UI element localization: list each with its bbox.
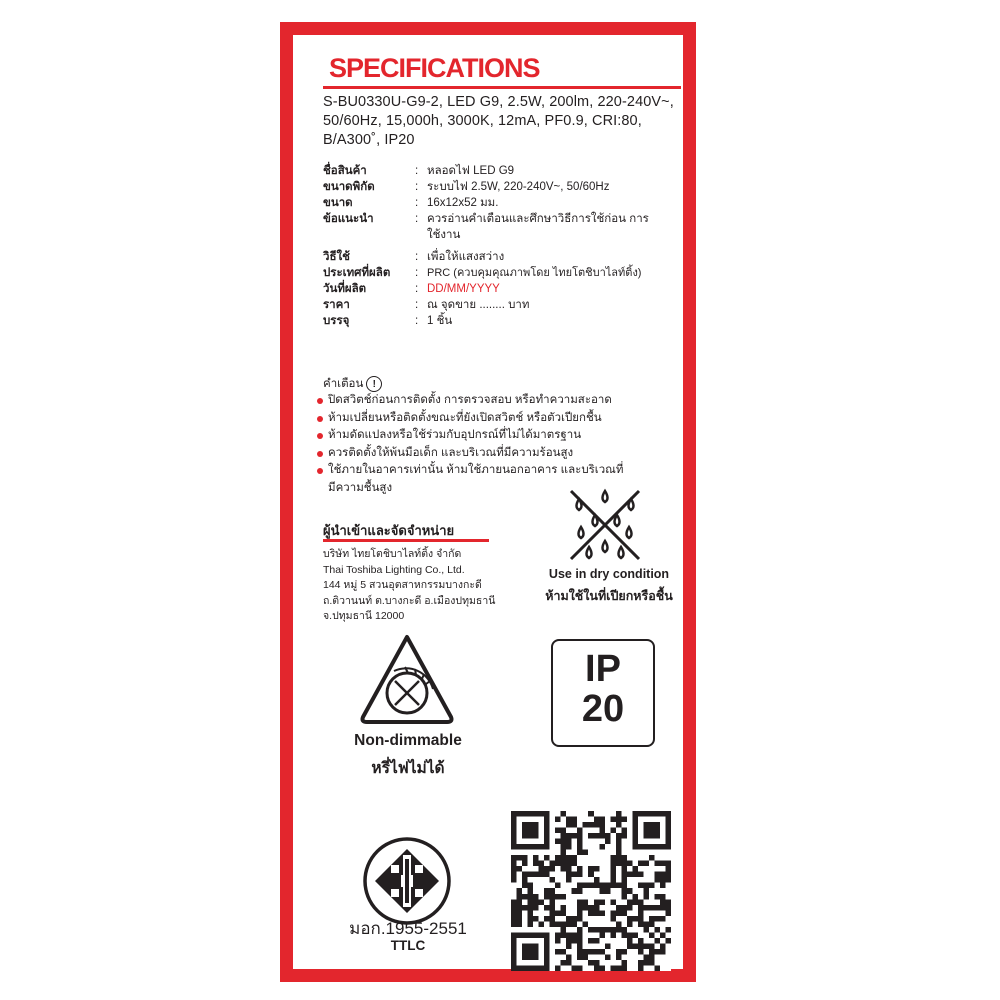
spec-row: วิธีใช้ : เพื่อให้แสงสว่าง (323, 249, 703, 265)
spec-label: ชื่อสินค้า (323, 165, 367, 177)
spec-row: ราคา : ณ จุดขาย ........ บาท (323, 297, 703, 313)
non-dimmable-icon (357, 631, 457, 726)
ip20-badge (551, 639, 655, 747)
warnings-heading: คำเตือน ! (323, 375, 382, 393)
dry-condition-text-thai: ห้ามใช้ในที่เปียกหรือชื้น (545, 589, 673, 603)
dry-condition-text: Use in dry condition (548, 567, 670, 581)
spec-row: ชื่อสินค้า : หลอดไฟ LED G9 (323, 163, 703, 179)
spec-title: SPECIFICATIONS (329, 53, 540, 83)
spec-value: ระบบไฟ 2.5W, 220-240V~, 50/60Hz (427, 181, 610, 193)
spec-label: ขนาดพิกัด (323, 181, 375, 193)
model-spec-line: S-BU0330U-G9-2, LED G9, 2.5W, 200lm, 220-240V~, 50/60Hz, 15,000h, 3000K, 12mA, PF0.9, CRI:80, B/A300˚, IP20 (323, 94, 674, 148)
no-water-drops-icon (565, 485, 645, 565)
importer-address: บริษัท ไทยโตชิบาไลท์ติ้ง จำกัด Thai Toshiba Lighting Co., Ltd. 144 หมู่ 5 สวนอุตสาหกรรมบางกะดี ถ.ติวานนท์ ต.บางกะดี อ.เมืองปทุมธานี จ.ปทุมธานี 12000 (323, 548, 496, 622)
tis-standard-number: มอก.1955-2551 (349, 919, 467, 938)
spec-label: ขนาด (323, 197, 353, 209)
testing-lab-label: TTLC (390, 938, 426, 953)
exclamation-icon: ! (366, 376, 382, 392)
spec-label: ประเทศที่ผลิต (323, 267, 391, 279)
spec-value: ณ จุดขาย ........ บาท (427, 299, 530, 311)
bullet-icon (317, 416, 323, 422)
bullet-icon (317, 468, 323, 474)
spec-value: 16x12x52 มม. (427, 197, 499, 209)
spec-label: ข้อแนะนำ (323, 213, 374, 225)
bullet-icon (317, 433, 323, 439)
bullet-icon (317, 398, 323, 404)
qr-code-icon (511, 811, 671, 971)
spec-value: 1 ชิ้น (427, 315, 453, 327)
spec-label: บรรจุ (323, 315, 350, 327)
non-dimmable-text-thai: หรี่ไฟไม่ได้ (371, 760, 445, 777)
spec-table (323, 163, 703, 329)
spec-row: ขนาดพิกัด : ระบบไฟ 2.5W, 220-240V~, 50/60Hz (323, 179, 703, 195)
non-dimmable-text: Non-dimmable (354, 732, 462, 749)
importer-heading: ผู้นำเข้าและจัดจำหน่าย (323, 523, 455, 538)
spec-label-panel (280, 22, 696, 982)
spec-label: วันที่ผลิต (323, 283, 367, 295)
manufacture-date-value: DD/MM/YYYY (427, 283, 500, 295)
spec-value: PRC (ควบคุมคุณภาพโดย ไทยโตชิบาไลท์ติ้ง) (427, 267, 642, 279)
warning-item: ควรติดตั้งให้พ้นมือเด็ก และบริเวณที่มีความร้อนสูง (317, 445, 697, 463)
spec-value: เพื่อให้แสงสว่าง (427, 251, 505, 263)
spec-row: ข้อแนะนำ : ควรอ่านคำเตือนและศึกษาวิธีการใช้ก่อน การใช้งาน (323, 211, 703, 243)
spec-value: หลอดไฟ LED G9 (427, 165, 515, 177)
warning-item: ห้ามดัดแปลงหรือใช้ร่วมกับอุปกรณ์ที่ไม่ได้มาตรฐาน (317, 427, 697, 445)
bullet-icon (317, 451, 323, 457)
spec-row: วันที่ผลิต : DD/MM/YYYY (323, 281, 703, 297)
warning-item: ปิดสวิตช์ก่อนการติดตั้ง การตรวจสอบ หรือทำความสะอาด (317, 392, 697, 410)
spec-value: ควรอ่านคำเตือนและศึกษาวิธีการใช้ก่อน การใช้งาน (427, 213, 649, 241)
ip-number: 20 (581, 688, 625, 730)
spec-row: ประเทศที่ผลิต : PRC (ควบคุมคุณภาพโดย ไทยโตชิบาไลท์ติ้ง) (323, 265, 703, 281)
spec-label: วิธีใช้ (323, 251, 350, 263)
importer-underline (323, 539, 489, 542)
warning-item: ใช้ภายในอาคารเท่านั้น ห้ามใช้ภายนอกอาคาร และบริเวณที่มีความชื้นสูง (317, 462, 697, 497)
title-underline (323, 86, 681, 89)
warnings-list (317, 392, 697, 497)
spec-row: บรรจุ : 1 ชิ้น (323, 313, 703, 329)
warning-item: ห้ามเปลี่ยนหรือติดตั้งขณะที่ยังเปิดสวิตช์ หรือตัวเปียกชื้น (317, 410, 697, 428)
spec-row: ขนาด : 16x12x52 มม. (323, 195, 703, 211)
ip-label: IP (585, 648, 621, 690)
spec-label: ราคา (323, 299, 350, 311)
